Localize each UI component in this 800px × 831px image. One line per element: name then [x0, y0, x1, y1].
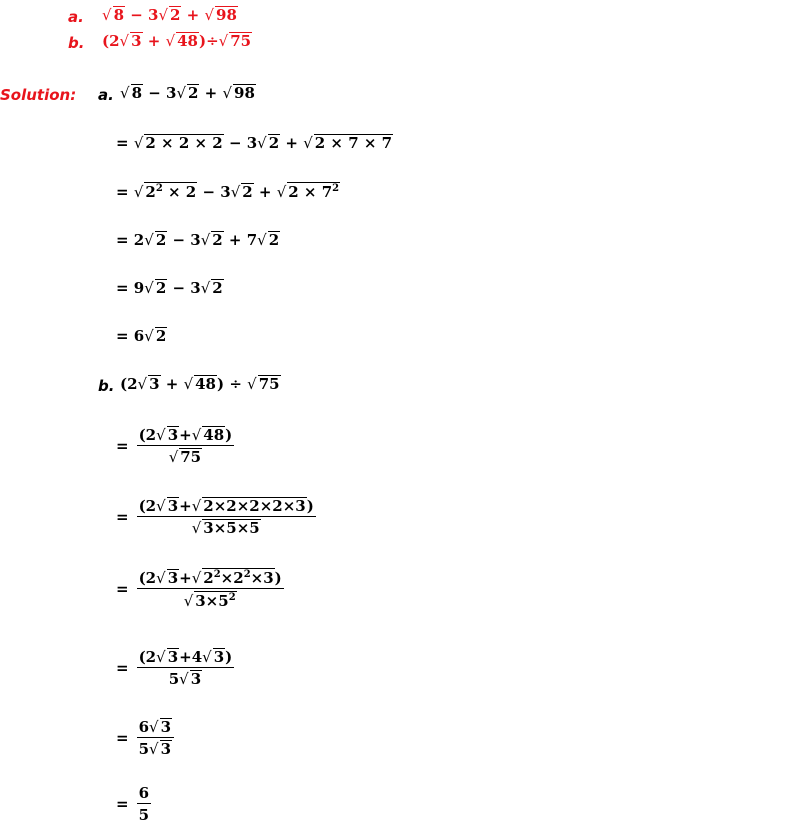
b-step-2: = $\frac{(2√ 3+√ 2\times 2\times 2\times 2\times 3)}{√ 3\times 5\times 5}$ [116, 497, 314, 537]
a-step-2: = √ $2^2 \times 2 - 3√$ 2 + √ $2 \times 7^2$ [116, 183, 340, 201]
final-numerator: 6 [138, 784, 150, 802]
solution-b-label: b. [98, 377, 115, 395]
solution-b-expression: (2√ 3 + √ 48) ÷ √ 75 [120, 375, 280, 393]
problem-b-expression: (2√ 3 + √ 48)÷√ 75 [102, 32, 252, 50]
b-step-4: = $\frac{(2√ 3+4√ 3)}{5√ 3}$ [116, 648, 233, 688]
b-step-1: = $\frac{(2√ 3+√ 48)}{√ 75}$ [116, 426, 233, 466]
problem-a-expression: √ 8 − 3√ 2 + √ 98 [102, 6, 237, 24]
solution-a-expression: √ 8 − 3√ 2 + √ 98 [120, 84, 255, 102]
a-step-1: = √ 2 × 2 × 2 − 3√ 2 + √ 2 × 7 × 7 [116, 134, 393, 152]
a-step-4: = 9√ 2 − 3√ 2 [116, 279, 223, 297]
problem-b-label: b. [68, 34, 85, 52]
solution-a-label: a. [98, 86, 114, 104]
final-denominator: 5 [138, 806, 150, 824]
problem-a-label: a. [68, 8, 84, 26]
a-step-5: = 6√ 2 [116, 327, 167, 345]
b-step-5: = $\frac{6√ 3}{5√ 3}$ [116, 718, 174, 758]
b-step-3: = $\frac{(2√ 3+√ 2^2\times 2^2\times 3)}{√ 3\times 5^2}$ [116, 569, 282, 610]
solution-heading: Solution: [0, 86, 77, 104]
b-step-6: = $\frac{6}{5}$ [116, 784, 150, 824]
a-step-3: = 2√ 2 − 3√ 2 + 7√ 2 [116, 231, 280, 249]
